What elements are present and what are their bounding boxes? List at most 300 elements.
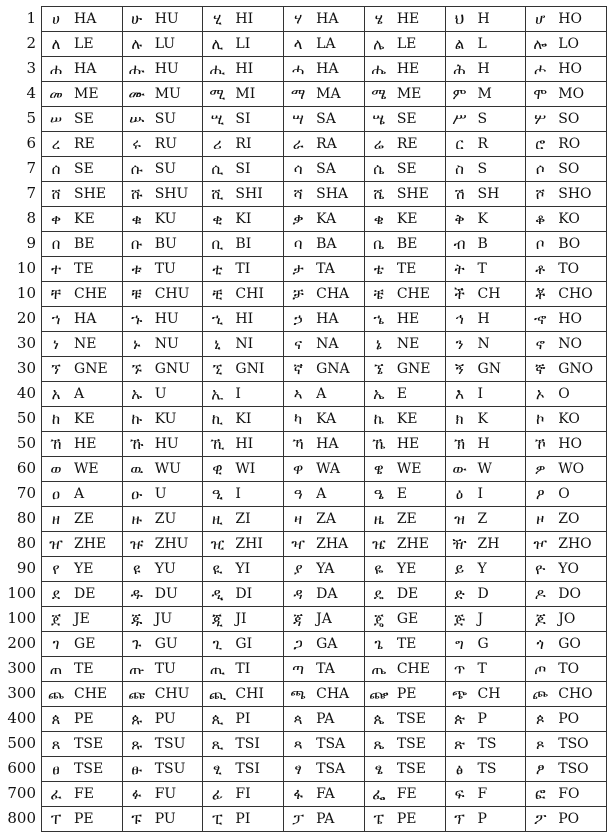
glyph-cell: ቸ [42,282,71,307]
glyph-cell: ቂ [203,207,232,232]
transliteration-cell: O [554,482,606,507]
glyph-cell: ክ [445,407,474,432]
glyph-cell: ሦ [526,107,555,132]
glyph-cell: ሤ [364,107,393,132]
transliteration-cell: ZE [393,507,445,532]
transliteration-cell: BA [312,232,364,257]
transliteration-cell: HE [393,307,445,332]
transliteration-cell: KA [312,407,364,432]
transliteration-cell: FO [554,782,606,807]
glyph-cell: ጭ [445,682,474,707]
transliteration-cell: SHI [231,182,283,207]
transliteration-cell: TSU [151,732,203,757]
transliteration-cell: GE [70,632,122,657]
glyph-cell: ዱ [122,582,151,607]
table-row [42,757,607,782]
row-number: 50 [16,409,36,427]
transliteration-cell: FU [151,782,203,807]
transliteration-cell: TSO [554,757,606,782]
glyph-cell: ሀ [42,7,71,32]
glyph-cell: ጩ [122,682,151,707]
row-number: 70 [16,484,36,502]
row-number: 10 [16,259,36,277]
transliteration-cell: Z [474,507,526,532]
glyph-cell: ፋ [284,782,313,807]
transliteration-cell: CHE [70,282,122,307]
transliteration-cell: B [474,232,526,257]
transliteration-cell: BE [393,232,445,257]
table-row [42,807,607,832]
transliteration-cell: MI [231,82,283,107]
glyph-cell: ጪ [203,682,232,707]
transliteration-cell: U [151,382,203,407]
transliteration-cell: RU [151,132,203,157]
transliteration-cell: LO [554,32,606,57]
transliteration-cell: BO [554,232,606,257]
glyph-cell: ኦ [526,382,555,407]
glyph-cell: ል [445,32,474,57]
transliteration-cell: GO [554,632,606,657]
transliteration-cell: KI [231,407,283,432]
transliteration-cell: TSA [312,732,364,757]
glyph-cell: ሥ [445,107,474,132]
transliteration-cell: FE [70,782,122,807]
transliteration-cell: HU [151,57,203,82]
glyph-cell: ዘ [42,507,71,532]
transliteration-cell: CH [474,282,526,307]
transliteration-cell: YI [231,557,283,582]
glyph-cell: ጂ [203,607,232,632]
transliteration-cell: DE [393,582,445,607]
glyph-cell: ታ [284,257,313,282]
transliteration-cell: T [474,257,526,282]
transliteration-cell: HE [393,432,445,457]
glyph-cell: ዖ [526,482,555,507]
glyph-cell: ሬ [364,132,393,157]
glyph-cell: ኾ [526,432,555,457]
transliteration-cell: I [231,482,283,507]
transliteration-cell: PU [151,707,203,732]
transliteration-cell: KE [393,407,445,432]
glyph-cell: ጴ [364,707,393,732]
glyph-cell: ጨ [42,682,71,707]
transliteration-cell: KE [70,407,122,432]
transliteration-cell: JA [312,607,364,632]
glyph-cell: ሖ [526,57,555,82]
glyph-cell: ሶ [526,157,555,182]
table-row [42,32,607,57]
glyph-cell: ቄ [364,207,393,232]
glyph-cell: ሣ [284,107,313,132]
glyph-cell: ፀ [42,757,71,782]
transliteration-cell: HI [231,432,283,457]
transliteration-cell: TSA [312,757,364,782]
glyph-cell: ጡ [122,657,151,682]
table-row [42,482,607,507]
transliteration-cell: CHI [231,682,283,707]
transliteration-cell: SHU [151,182,203,207]
transliteration-cell: P [474,807,526,832]
transliteration-cell: WE [393,457,445,482]
transliteration-cell: CH [474,682,526,707]
glyph-cell: ነ [42,332,71,357]
glyph-cell: ቢ [203,232,232,257]
glyph-cell: ሆ [526,7,555,32]
glyph-cell: ሉ [122,32,151,57]
glyph-cell: ኒ [203,332,232,357]
glyph-cell: ኔ [364,332,393,357]
row-number: 500 [7,734,36,752]
transliteration-cell: MU [151,82,203,107]
glyph-cell: ቅ [445,207,474,232]
transliteration-cell: TO [554,657,606,682]
glyph-cell: ኞ [526,357,555,382]
glyph-cell: ሄ [364,7,393,32]
glyph-cell: ጉ [122,632,151,657]
transliteration-cell: DU [151,582,203,607]
transliteration-cell: TSE [393,732,445,757]
glyph-cell: ቆ [526,207,555,232]
glyph-cell: ሻ [284,182,313,207]
glyph-cell: ዙ [122,507,151,532]
glyph-cell: ሩ [122,132,151,157]
transliteration-cell: TE [393,257,445,282]
table-row [42,282,607,307]
glyph-cell: ኖ [526,332,555,357]
row-number: 800 [7,809,36,827]
transliteration-cell: MO [554,82,606,107]
transliteration-cell: ZHE [393,532,445,557]
row-number: 300 [7,659,36,677]
transliteration-cell: HE [393,57,445,82]
glyph-cell: ቱ [122,257,151,282]
transliteration-cell: PO [554,707,606,732]
table-row [42,657,607,682]
glyph-cell: ዥ [445,532,474,557]
glyph-cell: መ [42,82,71,107]
glyph-cell: አ [42,382,71,407]
glyph-cell: ከ [42,407,71,432]
table-row [42,632,607,657]
transliteration-cell: PI [231,807,283,832]
glyph-cell: ዜ [364,507,393,532]
glyph-cell: ኽ [445,432,474,457]
transliteration-cell: J [474,607,526,632]
transliteration-cell: GNA [312,357,364,382]
transliteration-cell: HU [151,307,203,332]
table-row [42,357,607,382]
transliteration-cell: SA [312,157,364,182]
glyph-cell: ና [284,332,313,357]
glyph-cell: ጮ [526,682,555,707]
transliteration-cell: PO [554,807,606,832]
transliteration-cell: WI [231,457,283,482]
transliteration-cell: CHO [554,682,606,707]
transliteration-cell: SHA [312,182,364,207]
glyph-cell: ፒ [203,807,232,832]
transliteration-cell: SU [151,157,203,182]
glyph-cell: ዬ [364,557,393,582]
glyph-cell: ፄ [364,757,393,782]
glyph-cell: ዎ [526,457,555,482]
transliteration-cell: A [312,482,364,507]
table-row [42,57,607,82]
glyph-cell: ፈ [42,782,71,807]
transliteration-cell: L [474,32,526,57]
glyph-cell: ሃ [284,7,313,32]
transliteration-cell: HE [393,7,445,32]
glyph-cell: ው [445,457,474,482]
transliteration-cell: JO [554,607,606,632]
transliteration-cell: HA [70,7,122,32]
transliteration-cell: CHE [70,682,122,707]
glyph-cell: ጀ [42,607,71,632]
transliteration-cell: TSO [554,732,606,757]
transliteration-cell: HO [554,432,606,457]
transliteration-cell: HI [231,7,283,32]
transliteration-cell: A [70,482,122,507]
table-row [42,107,607,132]
row-number-column [0,6,40,831]
glyph-cell: ፓ [284,807,313,832]
glyph-cell: ን [445,332,474,357]
glyph-cell: ዡ [122,532,151,557]
glyph-cell: ሙ [122,82,151,107]
table-row [42,457,607,482]
glyph-cell: ሹ [122,182,151,207]
glyph-cell: ሪ [203,132,232,157]
transliteration-cell: HA [312,57,364,82]
glyph-cell: ዒ [203,482,232,507]
transliteration-cell: P [474,707,526,732]
glyph-cell: ኺ [203,432,232,457]
glyph-cell: ጊ [203,632,232,657]
transliteration-cell: BU [151,232,203,257]
glyph-cell: ጦ [526,657,555,682]
glyph-cell: ጠ [42,657,71,682]
transliteration-cell: YU [151,557,203,582]
glyph-cell: ኂ [203,307,232,332]
glyph-cell: ፆ [526,757,555,782]
glyph-cell: ፂ [203,757,232,782]
glyph-cell: ች [445,282,474,307]
glyph-cell: ፖ [526,807,555,832]
glyph-cell: ጋ [284,632,313,657]
transliteration-cell: CHO [554,282,606,307]
transliteration-cell: TS [474,732,526,757]
transliteration-cell: GNI [231,357,283,382]
transliteration-cell: H [474,7,526,32]
glyph-cell: ኀ [42,307,71,332]
row-number: 80 [16,534,36,552]
table-row [42,232,607,257]
glyph-cell: ሴ [364,157,393,182]
transliteration-cell: GNE [393,357,445,382]
row-number: 7 [26,159,36,177]
transliteration-cell: YO [554,557,606,582]
row-number: 20 [16,309,36,327]
transliteration-cell: U [151,482,203,507]
glyph-cell: ወ [42,457,71,482]
transliteration-cell: ZI [231,507,283,532]
transliteration-cell: TSI [231,757,283,782]
transliteration-cell: RE [70,132,122,157]
transliteration-cell: I [474,382,526,407]
glyph-cell: ዊ [203,457,232,482]
transliteration-cell: SHE [70,182,122,207]
glyph-cell: ዉ [122,457,151,482]
table-row [42,582,607,607]
table-row [42,607,607,632]
row-number: 30 [16,359,36,377]
transliteration-cell: DA [312,582,364,607]
glyph-cell: ቹ [122,282,151,307]
transliteration-cell: HU [151,432,203,457]
glyph-cell: ጢ [203,657,232,682]
glyph-cell: ቺ [203,282,232,307]
glyph-cell: ም [445,82,474,107]
transliteration-cell: HO [554,307,606,332]
glyph-cell: ኝ [445,357,474,382]
transliteration-cell: Y [474,557,526,582]
transliteration-cell: GN [474,357,526,382]
transliteration-cell: ZHO [554,532,606,557]
transliteration-cell: D [474,582,526,607]
transliteration-cell: LI [231,32,283,57]
glyph-cell: ጌ [364,632,393,657]
glyph-cell: ፌ [364,782,393,807]
transliteration-cell: KA [312,207,364,232]
glyph-cell: ሺ [203,182,232,207]
transliteration-cell: RI [231,132,283,157]
transliteration-cell: CHA [312,282,364,307]
glyph-cell: ብ [445,232,474,257]
transliteration-cell: FA [312,782,364,807]
row-number: 400 [7,709,36,727]
transliteration-cell: RA [312,132,364,157]
glyph-cell: ኼ [364,432,393,457]
glyph-cell: ህ [445,7,474,32]
table-row [42,732,607,757]
glyph-cell: ዩ [122,557,151,582]
glyph-cell: ገ [42,632,71,657]
glyph-cell: እ [445,382,474,407]
fidel-table [41,6,607,832]
row-number: 2 [26,34,36,52]
row-number: 40 [16,384,36,402]
transliteration-cell: KE [393,207,445,232]
glyph-cell: ጶ [526,707,555,732]
transliteration-cell: LE [70,32,122,57]
transliteration-cell: PE [70,707,122,732]
glyph-cell: ሽ [445,182,474,207]
transliteration-cell: T [474,657,526,682]
transliteration-cell: DI [231,582,283,607]
transliteration-cell: NI [231,332,283,357]
glyph-cell: ቀ [42,207,71,232]
transliteration-cell: HA [70,307,122,332]
glyph-cell: ሂ [203,7,232,32]
transliteration-cell: ZU [151,507,203,532]
glyph-cell: ጆ [526,607,555,632]
transliteration-cell: TSU [151,757,203,782]
transliteration-cell: KO [554,407,606,432]
transliteration-cell: SE [393,107,445,132]
glyph-cell: ሱ [122,157,151,182]
transliteration-cell: H [474,57,526,82]
transliteration-cell: I [474,482,526,507]
glyph-cell: ጫ [284,682,313,707]
transliteration-cell: TSE [393,707,445,732]
glyph-cell: ኮ [526,407,555,432]
glyph-cell: ሑ [122,57,151,82]
row-number: 4 [26,84,36,102]
glyph-cell: ሒ [203,57,232,82]
glyph-cell: ጲ [203,707,232,732]
transliteration-cell: HO [554,57,606,82]
glyph-cell: ሌ [364,32,393,57]
glyph-cell: ጽ [445,732,474,757]
row-number: 9 [26,234,36,252]
table-row [42,82,607,107]
row-number: 60 [16,459,36,477]
transliteration-cell: HI [231,307,283,332]
row-number: 1 [26,9,36,27]
glyph-cell: ጵ [445,707,474,732]
table-row [42,7,607,32]
glyph-cell: ሁ [122,7,151,32]
transliteration-cell: ZO [554,507,606,532]
transliteration-cell: LA [312,32,364,57]
row-number: 3 [26,59,36,77]
glyph-cell: ሮ [526,132,555,157]
transliteration-cell: RE [393,132,445,157]
row-number: 100 [7,584,36,602]
transliteration-cell: HA [312,307,364,332]
transliteration-cell: ZHA [312,532,364,557]
glyph-cell: ዳ [284,582,313,607]
glyph-cell: ጅ [445,607,474,632]
row-number: 700 [7,784,36,802]
glyph-cell: ዝ [445,507,474,532]
table-row [42,407,607,432]
glyph-cell: ቃ [284,207,313,232]
transliteration-cell: TA [312,657,364,682]
table-row [42,332,607,357]
table-row [42,507,607,532]
transliteration-cell: SO [554,107,606,132]
transliteration-cell: SU [151,107,203,132]
row-number: 600 [7,759,36,777]
transliteration-cell: TE [393,632,445,657]
transliteration-cell: TSE [70,757,122,782]
transliteration-cell: SE [70,157,122,182]
transliteration-cell: CHE [393,282,445,307]
glyph-cell: ፔ [364,807,393,832]
transliteration-cell: ZH [474,532,526,557]
transliteration-cell: CHI [231,282,283,307]
row-number: 7 [26,184,36,202]
transliteration-cell: K [474,207,526,232]
table-row [42,707,607,732]
transliteration-cell: KE [70,207,122,232]
row-number: 8 [26,209,36,227]
glyph-cell: ለ [42,32,71,57]
transliteration-cell: KI [231,207,283,232]
transliteration-cell: ZHU [151,532,203,557]
glyph-cell: ሎ [526,32,555,57]
transliteration-cell: S [474,107,526,132]
